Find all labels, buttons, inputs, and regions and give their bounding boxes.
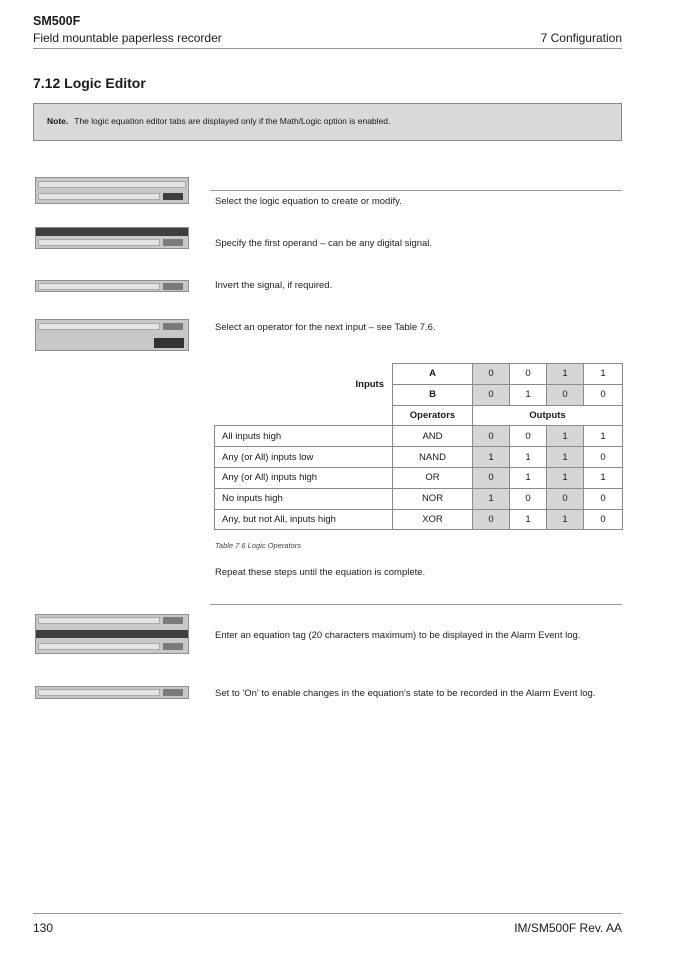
- equation-selector-screenshot: [35, 177, 189, 204]
- step-invert-signal: Invert the signal, if required.: [215, 280, 333, 291]
- output-value: 0: [473, 467, 510, 488]
- input-name: A: [393, 364, 473, 385]
- operator-name: AND: [393, 426, 473, 447]
- operator-select-screenshot: [35, 319, 189, 351]
- output-value: 0: [584, 509, 623, 530]
- repeat-instruction: Repeat these steps until the equation is complete.: [215, 567, 426, 578]
- operator-name: XOR: [393, 509, 473, 530]
- operator-name: OR: [393, 467, 473, 488]
- alarm-log-toggle-screenshot: [35, 686, 189, 699]
- input-value: 0: [584, 384, 623, 405]
- operators-header: Operators: [393, 405, 473, 426]
- table-row: [215, 447, 623, 468]
- output-value: 0: [510, 426, 547, 447]
- product-name: SM500F: [33, 14, 81, 28]
- table-caption: Table 7.6 Logic Operators: [215, 541, 302, 550]
- table-row: [215, 509, 623, 530]
- output-value: 0: [584, 447, 623, 468]
- note-label: Note.: [47, 116, 69, 126]
- input-value: 0: [510, 364, 547, 385]
- input-value: 0: [473, 364, 510, 385]
- input-value: 1: [547, 364, 584, 385]
- operator-description: All inputs high: [215, 426, 393, 447]
- steps-divider-top: [210, 190, 622, 191]
- input-value: 0: [547, 384, 584, 405]
- output-value: 0: [473, 426, 510, 447]
- document-reference: IM/SM500F Rev. AA: [514, 921, 622, 935]
- output-value: 0: [584, 488, 623, 509]
- footer-divider: [33, 913, 622, 914]
- output-value: 0: [547, 488, 584, 509]
- product-subtitle: Field mountable paperless recorder: [33, 31, 222, 45]
- operator-name: NOR: [393, 488, 473, 509]
- operator-description: Any (or All) inputs low: [215, 447, 393, 468]
- inputs-label: Inputs: [355, 378, 384, 390]
- outputs-header: Outputs: [473, 405, 623, 426]
- output-value: 1: [473, 447, 510, 468]
- table-header-row: [215, 405, 623, 426]
- input-value: 1: [584, 364, 623, 385]
- output-value: 1: [510, 447, 547, 468]
- page-number: 130: [33, 921, 54, 935]
- output-value: 1: [473, 488, 510, 509]
- output-value: 0: [473, 509, 510, 530]
- note-body: The logic equation editor tabs are displayed only if the Math/Logic option is enabled.: [74, 116, 391, 126]
- step-first-operand: Specify the first operand – can be any digital signal.: [215, 238, 433, 249]
- operator-description: No inputs high: [215, 488, 393, 509]
- operator-description: Any, but not All, inputs high: [215, 509, 393, 530]
- chapter-title: 7 Configuration: [540, 31, 622, 45]
- step-equation-tag: Enter an equation tag (20 characters maximum) to be displayed in the Alarm Event log.: [215, 630, 581, 641]
- section-title: 7.12 Logic Editor: [33, 75, 146, 91]
- output-value: 1: [547, 447, 584, 468]
- output-value: 1: [510, 467, 547, 488]
- operator-description: Any (or All) inputs high: [215, 467, 393, 488]
- operator-name: NAND: [393, 447, 473, 468]
- table-row: [215, 488, 623, 509]
- step-select-operator: Select an operator for the next input – see Table 7.6.: [215, 322, 436, 333]
- note-box: [33, 103, 622, 141]
- table-row: [215, 426, 623, 447]
- step-select-equation: Select the logic equation to create or modify.: [215, 196, 402, 207]
- output-value: 1: [547, 467, 584, 488]
- steps-divider-bottom: [210, 604, 622, 605]
- output-value: 1: [584, 467, 623, 488]
- note-text-line: [47, 116, 390, 126]
- output-value: 0: [510, 488, 547, 509]
- output-value: 1: [510, 509, 547, 530]
- invert-signal-screenshot: [35, 280, 189, 292]
- input-name: B: [393, 384, 473, 405]
- output-value: 1: [547, 426, 584, 447]
- logic-operators-table: [214, 363, 623, 530]
- input-value: 1: [510, 384, 547, 405]
- header-divider: [33, 48, 622, 49]
- input-value: 0: [473, 384, 510, 405]
- table-row: [215, 467, 623, 488]
- first-operand-screenshot: [35, 227, 189, 249]
- output-value: 1: [547, 509, 584, 530]
- equation-tag-screenshot: [35, 614, 189, 654]
- output-value: 1: [584, 426, 623, 447]
- step-alarm-log: Set to 'On' to enable changes in the equation's state to be recorded in the Alarm Event log.: [215, 688, 596, 699]
- table-row-input-a: [215, 364, 623, 385]
